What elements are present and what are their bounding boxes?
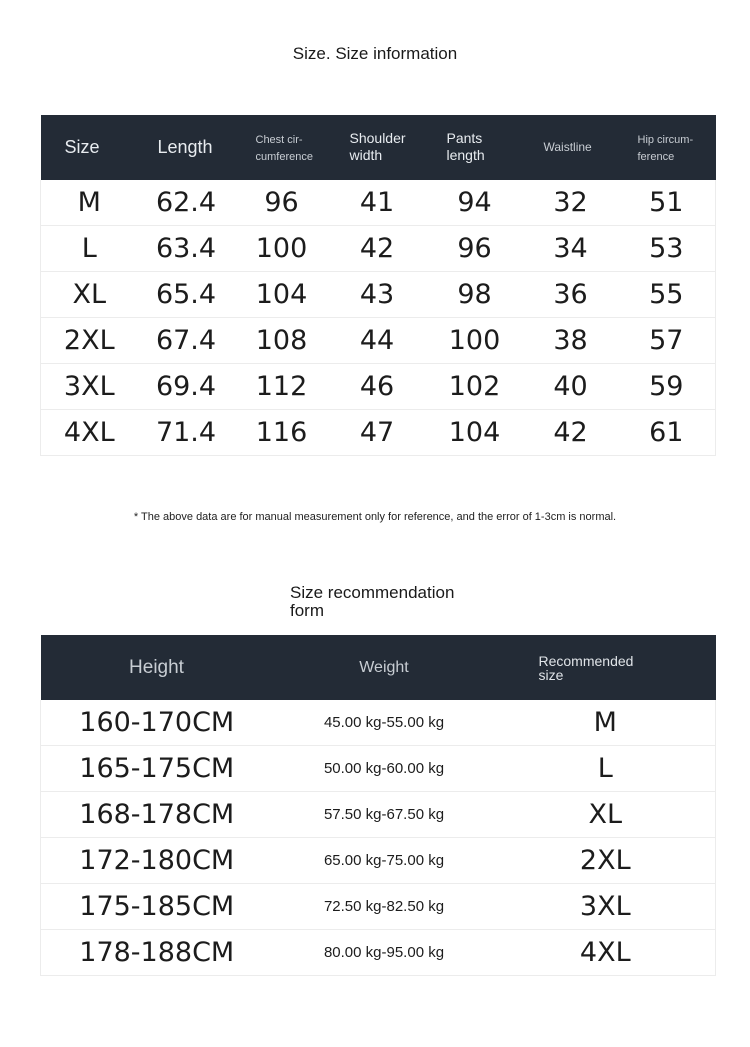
- size-table-cell: 94: [426, 180, 524, 226]
- weight-cell: 72.50 kg-82.50 kg: [273, 884, 496, 930]
- recommended-size-cell: 2XL: [496, 838, 716, 884]
- header-weight: Weight: [273, 635, 496, 700]
- size-table-cell: 96: [426, 226, 524, 272]
- size-table-cell: 98: [426, 272, 524, 318]
- size-table-cell: 116: [235, 410, 329, 456]
- size-table-row: [41, 180, 716, 226]
- size-table-cell: 51: [618, 180, 716, 226]
- size-table-cell: 102: [426, 364, 524, 410]
- size-table-cell: XL: [41, 272, 138, 318]
- rec-table-row: [41, 884, 716, 930]
- size-table-cell: 104: [235, 272, 329, 318]
- weight-cell: 45.00 kg-55.00 kg: [273, 700, 496, 746]
- header-height: Height: [41, 635, 273, 700]
- size-table-cell: 46: [329, 364, 426, 410]
- recommended-size-cell: M: [496, 700, 716, 746]
- size-table-cell: 44: [329, 318, 426, 364]
- weight-cell: 65.00 kg-75.00 kg: [273, 838, 496, 884]
- size-table-header-row: [41, 115, 716, 180]
- size-table-cell: 55: [618, 272, 716, 318]
- size-table-cell: 53: [618, 226, 716, 272]
- height-cell: 168-178CM: [41, 792, 273, 838]
- size-table-cell: 61: [618, 410, 716, 456]
- size-table-cell: 3XL: [41, 364, 138, 410]
- header-chest: Chest cir- cumference: [235, 115, 329, 180]
- size-info-title: Size. Size information: [292, 44, 458, 63]
- size-table-row: [41, 364, 716, 410]
- size-table-cell: 104: [426, 410, 524, 456]
- rec-table-row: [41, 792, 716, 838]
- recommended-size-cell: XL: [496, 792, 716, 838]
- size-information-table: [40, 115, 716, 456]
- recommended-size-cell: L: [496, 746, 716, 792]
- weight-cell: 50.00 kg-60.00 kg: [273, 746, 496, 792]
- size-table-body: [41, 180, 716, 456]
- size-table-cell: 36: [524, 272, 618, 318]
- height-cell: 172-180CM: [41, 838, 273, 884]
- size-table-cell: 59: [618, 364, 716, 410]
- header-pants: Pants length: [426, 115, 524, 180]
- size-table-cell: 112: [235, 364, 329, 410]
- rec-table-row: [41, 700, 716, 746]
- size-recommendation-table: [40, 635, 716, 976]
- height-cell: 160-170CM: [41, 700, 273, 746]
- size-table-cell: 108: [235, 318, 329, 364]
- height-cell: 165-175CM: [41, 746, 273, 792]
- rec-table-row: [41, 838, 716, 884]
- rec-table-body: [41, 700, 716, 976]
- header-hip: Hip circum- ference: [618, 115, 716, 180]
- size-table-row: [41, 272, 716, 318]
- size-table-cell: 67.4: [138, 318, 235, 364]
- recommended-size-cell: 3XL: [496, 884, 716, 930]
- size-table-cell: 71.4: [138, 410, 235, 456]
- size-table-cell: 47: [329, 410, 426, 456]
- size-table-cell: L: [41, 226, 138, 272]
- header-shoulder: Shoulder width: [329, 115, 426, 180]
- size-table-cell: 100: [235, 226, 329, 272]
- size-table-row: [41, 318, 716, 364]
- height-cell: 178-188CM: [41, 930, 273, 976]
- size-table-row: [41, 410, 716, 456]
- size-table-cell: 69.4: [138, 364, 235, 410]
- header-waist: Waistline: [524, 115, 618, 180]
- header-recommended-size: Recommended size: [496, 635, 716, 700]
- size-table-cell: 100: [426, 318, 524, 364]
- size-table-row: [41, 226, 716, 272]
- size-table-cell: 41: [329, 180, 426, 226]
- size-table-cell: M: [41, 180, 138, 226]
- rec-table-row: [41, 746, 716, 792]
- size-table-cell: 34: [524, 226, 618, 272]
- size-table-cell: 42: [329, 226, 426, 272]
- size-table-cell: 43: [329, 272, 426, 318]
- measurement-note: * The above data are for manual measurement only for reference, and the error of 1-3cm is normal.: [133, 511, 617, 523]
- size-table-cell: 65.4: [138, 272, 235, 318]
- header-size: Size: [41, 115, 138, 180]
- weight-cell: 80.00 kg-95.00 kg: [273, 930, 496, 976]
- size-table-cell: 62.4: [138, 180, 235, 226]
- size-table-cell: 57: [618, 318, 716, 364]
- size-table-cell: 4XL: [41, 410, 138, 456]
- size-table-cell: 42: [524, 410, 618, 456]
- rec-table-row: [41, 930, 716, 976]
- size-table-cell: 96: [235, 180, 329, 226]
- weight-cell: 57.50 kg-67.50 kg: [273, 792, 496, 838]
- rec-table-header-row: [41, 635, 716, 700]
- size-table-cell: 40: [524, 364, 618, 410]
- recommended-size-cell: 4XL: [496, 930, 716, 976]
- size-recommendation-title: Size recommendation form: [290, 583, 455, 620]
- header-length: Length: [138, 115, 235, 180]
- size-table-cell: 32: [524, 180, 618, 226]
- size-table-cell: 38: [524, 318, 618, 364]
- height-cell: 175-185CM: [41, 884, 273, 930]
- size-table-cell: 63.4: [138, 226, 235, 272]
- size-table-cell: 2XL: [41, 318, 138, 364]
